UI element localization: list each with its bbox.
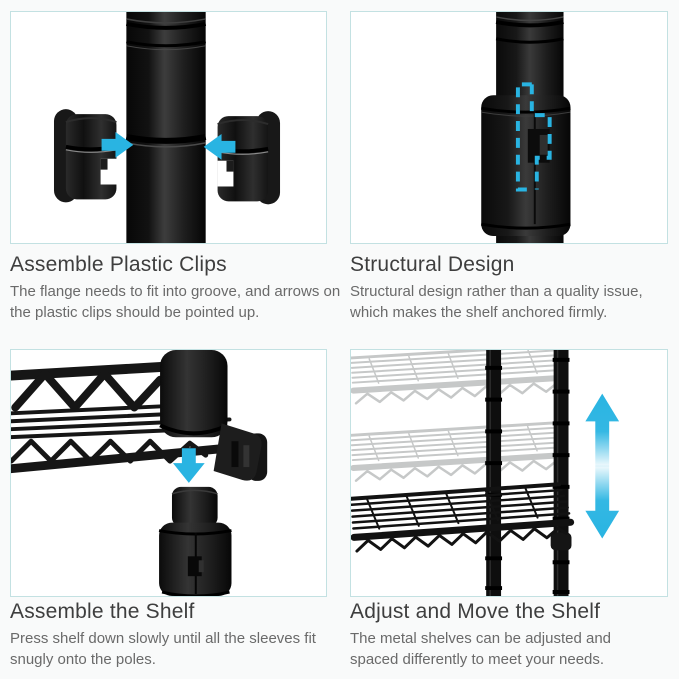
illustration-pole-with-clips (11, 12, 326, 243)
panel-description: The metal shelves can be adjusted and spaced differently to meet your needs. (350, 630, 611, 668)
figure-assemble-the-shelf (10, 349, 327, 597)
ghost-shelf-top (351, 350, 560, 403)
pole-clip-collar (551, 533, 572, 551)
figure-adjust-and-move (350, 349, 668, 597)
pole (126, 12, 205, 243)
panel-description: Press shelf down slowly until all the sleeves fit snugly onto the poles. (10, 630, 316, 668)
illustration-shelf-corner (11, 350, 326, 596)
plastic-clip-left (54, 109, 117, 202)
rear-pole (551, 350, 572, 596)
panel-title: Adjust and Move the Shelf (350, 600, 601, 623)
figure-assemble-plastic-clips (10, 11, 327, 244)
caption-assemble-plastic-clips (10, 252, 346, 324)
caption-adjust-and-move (350, 599, 660, 671)
black-shelf (351, 484, 571, 552)
plastic-clip-right (218, 111, 280, 204)
front-pole (485, 350, 502, 596)
corner-collar (160, 350, 267, 481)
illustration-shelving-unit (351, 350, 667, 596)
panel-title: Assemble the Shelf (10, 600, 195, 623)
illustration-pole-sleeve (351, 12, 667, 243)
caption-structural-design (350, 252, 679, 324)
pole-sleeve (481, 95, 570, 236)
caption-assemble-the-shelf (10, 599, 346, 671)
panel-description: Structural design rather than a quality issue, which makes the shelf anchored firmly. (350, 283, 643, 321)
ghost-shelf-middle (351, 423, 560, 481)
panel-title: Assemble Plastic Clips (10, 253, 227, 276)
panel-description: The flange needs to fit into groove, and arrows on the plastic clips should be pointed up. (10, 283, 341, 321)
double-arrow-vertical-icon (585, 394, 619, 539)
pole-sleeve (159, 487, 231, 596)
figure-structural-design (350, 11, 668, 244)
panel-title: Structural Design (350, 253, 515, 276)
